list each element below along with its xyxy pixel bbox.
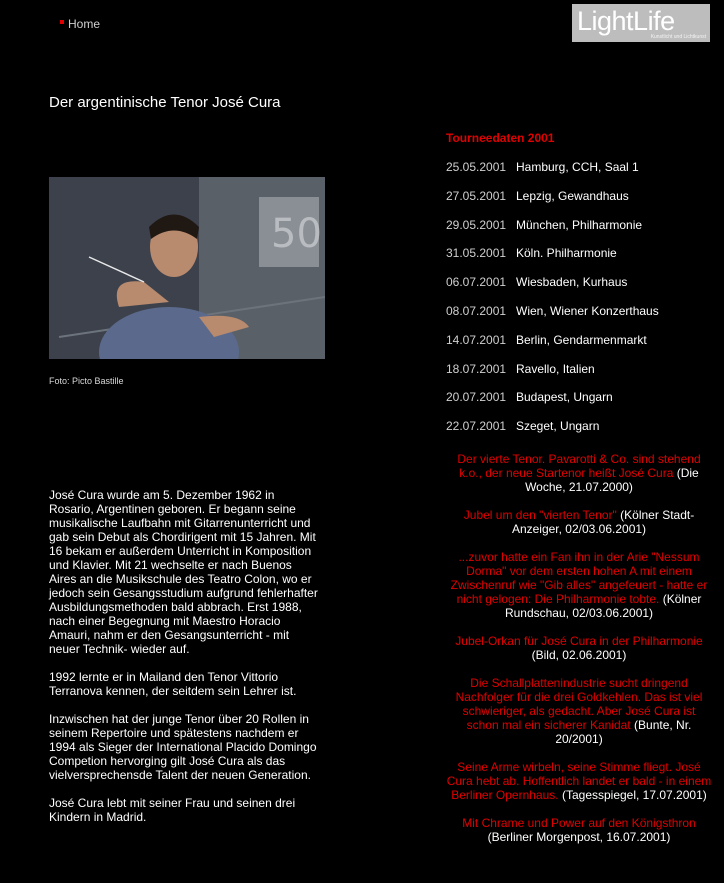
photo-illustration — [49, 177, 325, 359]
press-quote — [446, 676, 712, 746]
quote-text: Jubel um den "vierten Tenor" — [463, 508, 617, 522]
press-quote — [446, 634, 712, 662]
tour-date-row — [446, 304, 716, 333]
tour-title: Tourneedaten 2001 — [446, 131, 555, 145]
press-quote — [446, 816, 712, 844]
tour-venue: Budapest, Ungarn — [516, 390, 613, 405]
tour-date: 06.07.2001 — [446, 275, 507, 290]
quote-source: (Bild, 02.06.2001) — [531, 648, 627, 662]
tour-date: 18.07.2001 — [446, 361, 507, 376]
lightlife-logo[interactable] — [572, 4, 710, 42]
bio-paragraph: 1992 lernte er in Mailand den Tenor Vittorio Terranova kennen, der seitdem sein Lehrer ist. — [49, 670, 297, 698]
press-quotes — [446, 452, 712, 858]
quote-source: (Tagesspiegel, 17.07.2001) — [561, 788, 707, 802]
biography — [49, 488, 321, 838]
tour-venue: Wien, Wiener Konzerthaus — [516, 303, 659, 318]
tour-date-row — [446, 333, 716, 362]
quote-text: Die Schallplattenindustrie sucht dringend Nachfolger für die drei Goldkehlen. Das ist viel schwieriger, als gedacht. Aber José Cura ist schon mal ein sicherer Kanidat — [455, 676, 703, 732]
tour-venue: Szeget, Ungarn — [516, 419, 600, 434]
nav-home-link[interactable]: Home — [68, 17, 101, 31]
quote-source: (Bunte, Nr. 20/2001) — [555, 718, 692, 746]
press-quote — [446, 760, 712, 802]
tour-venue: Berlin, Gendarmenmarkt — [516, 332, 647, 347]
tour-date: 22.07.2001 — [446, 419, 507, 434]
quote-source: (Kölner Stadt-Anzeiger, 02/03.06.2001) — [511, 508, 695, 536]
quote-text: Seine Arme wirbeln, seine Stimme fliegt. José Cura hebt ab. Hoffentlich landet er bald - in einem Berliner Opernhaus. — [446, 760, 712, 802]
tour-date-row — [446, 218, 716, 247]
tour-date: 08.07.2001 — [446, 303, 507, 318]
tour-venue: Hamburg, CCH, Saal 1 — [516, 160, 639, 174]
tour-venue: Köln. Philharmonie — [516, 246, 617, 261]
tour-date: 14.07.2001 — [446, 332, 507, 347]
tour-date-row — [446, 160, 716, 189]
tour-date-row — [446, 390, 716, 419]
svg-text:50: 50 — [271, 211, 322, 257]
tour-venue: Wiesbaden, Kurhaus — [516, 275, 628, 290]
tour-date: 29.05.2001 — [446, 217, 507, 232]
bio-paragraph: José Cura wurde am 5. Dezember 1962 in Rosario, Argentinen geboren. Er begann seine musikalische Laufbahn mit Gitarrenunterricht und gab sein Debut als Chordirigent mit 15 Jahren. Mit 16 bekam er außerdem Unterricht in Komposition und Klavier. Mit 21 wechselte er nach Buenos Aires an die Musikschule des Teatro Colon, wo er jedoch sein Gesangsstudium aufgrund fehlerhafter Ausbildungsmethoden bald abbrach. Erst 1988, nach einer Begegnung mit Maestro Horacio Amauri, nahm er den Gesangsunterricht - mit neuer Technik- wieder auf. — [49, 488, 318, 656]
tour-venue: Lepzig, Gewandhaus — [516, 188, 629, 203]
page-title: Der argentinische Tenor José Cura — [49, 94, 281, 111]
tenor-photo — [49, 177, 325, 359]
tour-date: 20.07.2001 — [446, 390, 507, 405]
quote-source: (Kölner Rundschau, 02/03.06.2001) — [504, 592, 702, 620]
tour-date-row — [446, 275, 716, 304]
tour-venue: München, Philharmonie — [516, 217, 643, 232]
tour-venue: Ravello, Italien — [516, 361, 595, 376]
tour-date-row — [446, 189, 716, 218]
press-quote — [446, 508, 712, 536]
tour-date-row — [446, 362, 716, 391]
tour-date-row — [446, 419, 716, 448]
tour-date: 27.05.2001 — [446, 188, 507, 203]
photo-caption: Foto: Picto Bastille — [49, 376, 124, 386]
quote-source: (Berliner Morgenpost, 16.07.2001) — [487, 830, 671, 844]
press-quote — [446, 452, 712, 494]
bullet-icon — [60, 20, 64, 24]
quote-text: Der vierte Tenor. Pavarotti & Co. sind stehend k.o., der neue Startenor heißt José Cura — [457, 452, 701, 480]
tour-date: 25.05.2001 — [446, 160, 507, 174]
quote-text: ...zuvor hatte ein Fan ihn in der Arie "Nessum Dorma" vor dem ersten hohen A mit einem Zwischenruf wie "Gib alles" angefeuert - hatte er nicht gelogen: Die Philharmonie tobte. — [450, 550, 708, 606]
quote-text: Jubel-Orkan für José Cura in der Philharmonie — [455, 634, 703, 648]
top-nav — [60, 17, 100, 31]
logo-word: LightLife — [577, 6, 675, 36]
quote-text: Mit Chrame und Power auf den Königsthron — [462, 816, 696, 830]
tour-date-row — [446, 246, 716, 275]
tour-date: 31.05.2001 — [446, 246, 507, 261]
tour-dates-list — [446, 160, 716, 448]
bio-paragraph: José Cura lebt mit seiner Frau und seinen drei Kindern in Madrid. — [49, 796, 296, 824]
bio-paragraph: Inzwischen hat der junge Tenor über 20 Rollen in seinem Repertoire und spätestens nachdem er 1994 als Sieger der International Placido Domingo Competion hervorging gilt José Cura als das vielversprechensde Talent der neuen Generation. — [49, 712, 317, 782]
quote-source: (Die Woche, 21.07.2000) — [525, 466, 699, 494]
logo-subtitle: Kunstlicht und Lichtkunst — [650, 34, 706, 40]
press-quote — [446, 550, 712, 620]
